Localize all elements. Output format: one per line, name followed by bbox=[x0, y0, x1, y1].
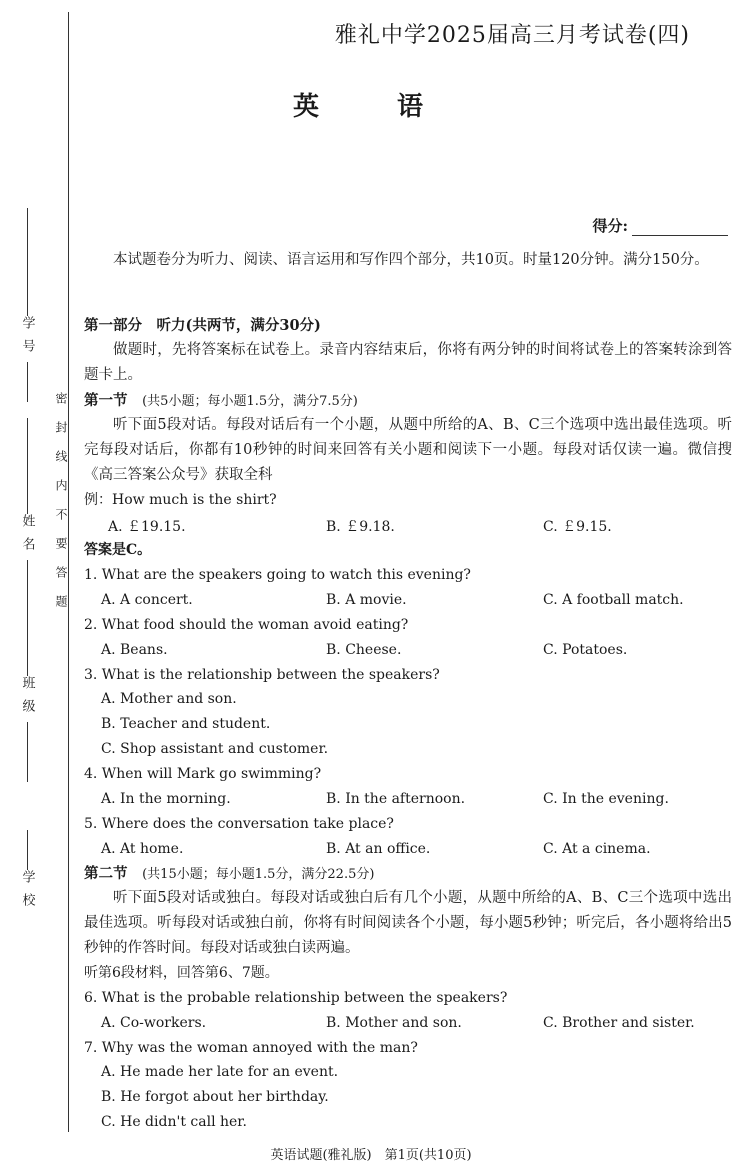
student-id-blank-tail bbox=[27, 362, 28, 402]
class-blank[interactable] bbox=[27, 618, 28, 676]
example-option-b: B. ￡9.18. bbox=[326, 519, 395, 535]
question-1: 1. What are the speakers going to watch this evening? bbox=[84, 567, 471, 583]
q2-option-c[interactable]: C. Potatoes. bbox=[543, 642, 628, 658]
school-label: 学校 bbox=[19, 870, 35, 916]
name-blank[interactable] bbox=[27, 418, 28, 514]
q1-option-c[interactable]: C. A football match. bbox=[543, 592, 684, 608]
q5-option-b[interactable]: B. At an office. bbox=[326, 841, 431, 857]
material-6-note: 听第6段材料，回答第6、7题。 bbox=[84, 965, 279, 981]
question-2: 2. What food should the woman avoid eating? bbox=[84, 617, 409, 633]
section2-heading-row bbox=[84, 861, 732, 887]
part1-heading: 第一部分 听力(共两节，满分30分) bbox=[84, 317, 321, 334]
score-blank[interactable] bbox=[632, 235, 728, 236]
name-label: 姓名 bbox=[19, 514, 35, 560]
section2-instruction: 听下面5段对话或独白。每段对话或独白后有几个小题，从题中所给的A、B、C三个选项中选出最佳选项。听每段对话或独白前，你将有时间阅读各个小题，每小题5秒钟；听完后，各小题将给出5秒钟的作答时间。每段对话或独白读两遍。 bbox=[84, 890, 732, 956]
class-blank-tail bbox=[27, 722, 28, 782]
section1-instruction: 听下面5段对话。每段对话后有一个小题，从题中所给的A、B、C三个选项中选出最佳选项。听完每段对话后，你都有10秒钟的时间来回答有关小题和阅读下一小题。每段对话仅读一遍。微信搜《高三答案公众号》获取全科 bbox=[84, 417, 732, 483]
example-answer: 答案是C。 bbox=[84, 542, 152, 558]
question-7: 7. Why was the woman annoyed with the man? bbox=[84, 1040, 418, 1056]
example-option-c: C. ￡9.15. bbox=[543, 519, 612, 535]
q1-option-b[interactable]: B. A movie. bbox=[326, 592, 407, 608]
class-label: 班级 bbox=[19, 676, 35, 722]
school-field[interactable] bbox=[14, 830, 40, 916]
q5-option-a[interactable]: A. At home. bbox=[101, 841, 184, 857]
student-id-blank[interactable] bbox=[27, 208, 28, 316]
q4-option-a[interactable]: A. In the morning. bbox=[101, 791, 231, 807]
school-blank[interactable] bbox=[27, 830, 28, 870]
q7-option-c[interactable]: C. He didn't call her. bbox=[101, 1114, 247, 1130]
student-id-field[interactable] bbox=[14, 208, 40, 402]
section1-heading-row bbox=[84, 388, 732, 414]
seal-line-notice: 密封线内不要答题 bbox=[54, 392, 68, 624]
class-field[interactable] bbox=[14, 618, 40, 782]
example-option-a: A. ￡19.15. bbox=[108, 519, 186, 535]
intro-text: 本试题卷分为听力、阅读、语言运用和写作四个部分，共10页。时量120分钟。满分150分。 bbox=[113, 252, 709, 268]
question-4: 4. When will Mark go swimming? bbox=[84, 766, 322, 782]
section2-meta: (共15小题；每小题1.5分，满分22.5分) bbox=[142, 867, 375, 882]
example-question: 例：How much is the shirt? bbox=[84, 492, 277, 508]
q6-option-a[interactable]: A. Co-workers. bbox=[101, 1015, 207, 1031]
q2-option-b[interactable]: B. Cheese. bbox=[326, 642, 402, 658]
question-3: 3. What is the relationship between the speakers? bbox=[84, 667, 440, 683]
student-id-label: 学号 bbox=[19, 316, 35, 362]
exam-title: 雅礼中学2025届高三月考试卷(四) bbox=[334, 23, 690, 48]
q6-option-b[interactable]: B. Mother and son. bbox=[326, 1015, 462, 1031]
page-footer: 英语试题(雅礼版) 第1页(共10页) bbox=[270, 1148, 472, 1163]
q3-option-b[interactable]: B. Teacher and student. bbox=[101, 716, 271, 732]
section2-heading: 第二节 bbox=[84, 865, 128, 882]
name-blank-tail bbox=[27, 560, 28, 620]
subject-title: 英 语 bbox=[292, 92, 449, 122]
section1-meta: (共5小题；每小题1.5分，满分7.5分) bbox=[142, 394, 358, 409]
q2-option-a[interactable]: A. Beans. bbox=[101, 642, 168, 658]
q3-option-c[interactable]: C. Shop assistant and customer. bbox=[101, 741, 329, 757]
q4-option-b[interactable]: B. In the afternoon. bbox=[326, 791, 466, 807]
q3-option-a[interactable]: A. Mother and son. bbox=[101, 691, 237, 707]
part1-instruction: 做题时，先将答案标在试卷上。录音内容结束后，你将有两分钟的时间将试卷上的答案转涂到答题卡上。 bbox=[84, 342, 732, 383]
score-box bbox=[592, 215, 728, 236]
q7-option-b[interactable]: B. He forgot about her birthday. bbox=[101, 1089, 329, 1105]
question-6: 6. What is the probable relationship between the speakers? bbox=[84, 990, 508, 1006]
q7-option-a[interactable]: A. He made her late for an event. bbox=[101, 1064, 339, 1080]
score-label: 得分: bbox=[592, 217, 628, 235]
q4-option-c[interactable]: C. In the evening. bbox=[543, 791, 669, 807]
q5-option-c[interactable]: C. At a cinema. bbox=[543, 841, 651, 857]
question-5: 5. Where does the conversation take place? bbox=[84, 816, 394, 832]
q6-option-c[interactable]: C. Brother and sister. bbox=[543, 1015, 695, 1031]
q1-option-a[interactable]: A. A concert. bbox=[101, 592, 193, 608]
section1-heading: 第一节 bbox=[84, 392, 128, 409]
name-field[interactable] bbox=[14, 418, 40, 620]
